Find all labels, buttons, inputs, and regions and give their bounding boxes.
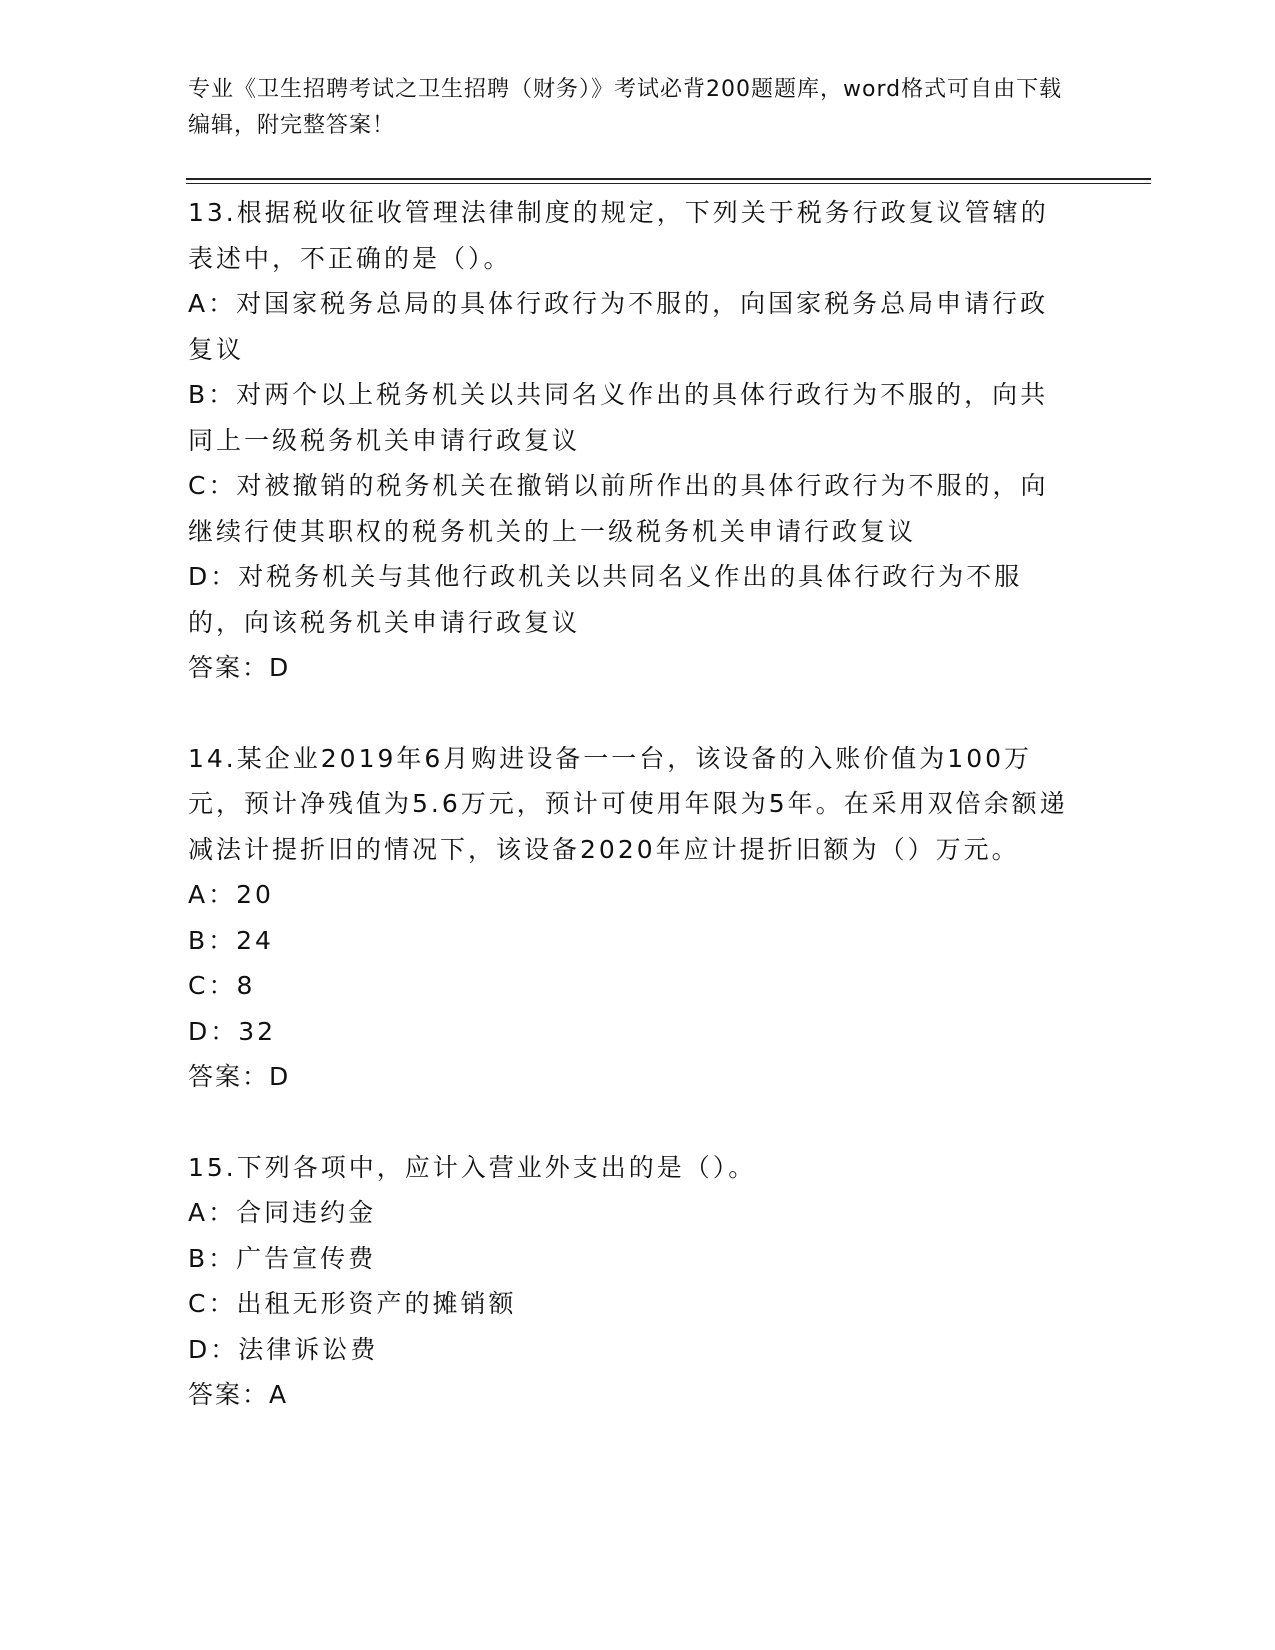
- option-d: D：对税务机关与其他行政机关以共同名义作出的具体行政行为不服的，向该税务机关申请行政复议: [188, 562, 1023, 637]
- option-d: D：32: [188, 1016, 277, 1046]
- option-c: C：出租无形资产的摊销额: [188, 1289, 517, 1318]
- option-c: C：对被撤销的税务机关在撤销以前所作出的具体行政行为不服的，向继续行使其职权的税务机关的上一级税务机关申请行政复议: [188, 471, 1049, 546]
- option-b: B：广告宣传费: [188, 1243, 377, 1273]
- header-rule-thick: [186, 178, 1151, 180]
- option-b: B：24: [188, 925, 274, 955]
- option-c: C：8: [188, 971, 256, 1000]
- answer: 答案：D: [188, 1062, 291, 1091]
- question-text: 13.根据税收征收管理法律制度的规定，下列关于税务行政复议管辖的表述中，不正确的是（）。: [188, 198, 1049, 273]
- question-text: 15.下列各项中，应计入营业外支出的是（）。: [188, 1152, 757, 1182]
- question-13: [188, 190, 1068, 691]
- option-d: D：法律诉讼费: [188, 1334, 379, 1364]
- question-14: [188, 736, 1068, 1100]
- option-a: A：对国家税务总局的具体行政行为不服的，向国家税务总局申请行政复议: [188, 289, 1049, 364]
- answer: 答案：A: [188, 1380, 289, 1409]
- answer: 答案：D: [188, 653, 291, 682]
- question-gap: [188, 691, 1068, 736]
- document-header: 专业《卫生招聘考试之卫生招聘（财务）》考试必背200题题库，word格式可自由下载编辑，附完整答案！: [188, 77, 1063, 138]
- option-a: A：20: [188, 880, 274, 909]
- header-rule-thin: [186, 183, 1151, 184]
- option-b: B：对两个以上税务机关以共同名义作出的具体行政行为不服的，向共同上一级税务机关申请行政复议: [188, 380, 1049, 455]
- question-text: 14.某企业2019年6月购进设备一一台，该设备的入账价值为100万元，预计净残值为5.6万元，预计可使用年限为5年。在采用双倍余额递减法计提折旧的情况下，该设备2020年应计提折旧额为（）万元。: [188, 743, 1068, 864]
- question-gap: [188, 1100, 1068, 1145]
- question-15: [188, 1145, 1068, 1418]
- question-list: [188, 190, 1068, 1418]
- option-a: A：合同违约金: [188, 1198, 377, 1227]
